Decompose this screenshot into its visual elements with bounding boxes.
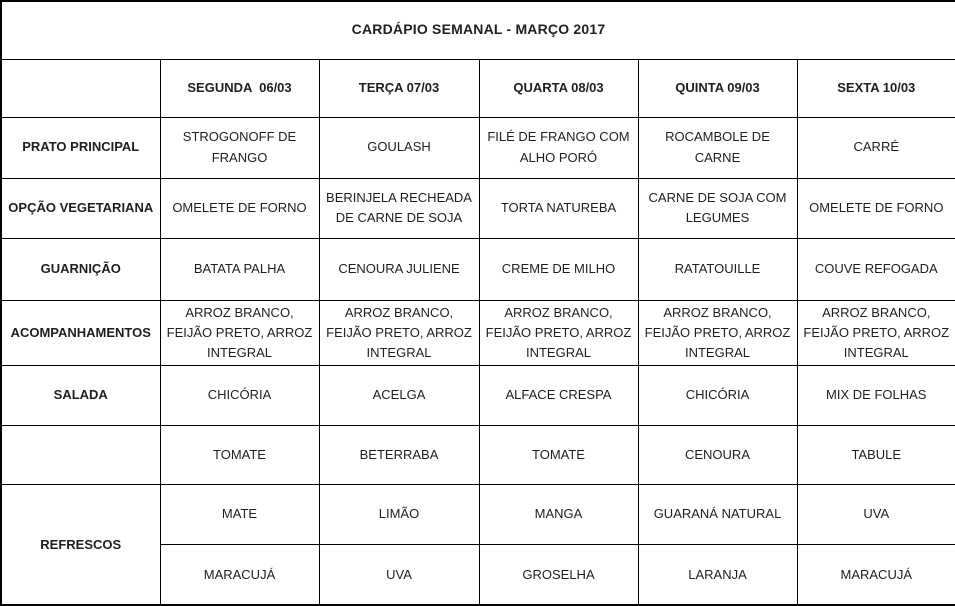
menu-cell: ARROZ BRANCO, FEIJÃO PRETO, ARROZ INTEGRAL (160, 300, 319, 365)
menu-cell: STROGONOFF DE FRANGO (160, 117, 319, 178)
column-header-terca: TERÇA 07/03 (319, 59, 479, 117)
page-title: CARDÁPIO SEMANAL - MARÇO 2017 (1, 1, 955, 59)
menu-cell: BATATA PALHA (160, 238, 319, 300)
menu-cell: ARROZ BRANCO, FEIJÃO PRETO, ARROZ INTEGRAL (797, 300, 955, 365)
menu-cell: BETERRABA (319, 425, 479, 484)
menu-cell: CHICÓRIA (160, 365, 319, 425)
menu-cell: OMELETE DE FORNO (797, 178, 955, 238)
column-header-sexta: SEXTA 10/03 (797, 59, 955, 117)
menu-cell: GUARANÁ NATURAL (638, 484, 797, 544)
menu-cell: ARROZ BRANCO, FEIJÃO PRETO, ARROZ INTEGRAL (638, 300, 797, 365)
menu-cell: MARACUJÁ (797, 544, 955, 605)
menu-cell: UVA (797, 484, 955, 544)
menu-cell: OMELETE DE FORNO (160, 178, 319, 238)
menu-cell: TABULE (797, 425, 955, 484)
menu-cell: MIX DE FOLHAS (797, 365, 955, 425)
menu-cell: GROSELHA (479, 544, 638, 605)
menu-cell: LIMÃO (319, 484, 479, 544)
row-label-guarnicao: GUARNIÇÃO (1, 238, 160, 300)
row-label-acompanhamentos: ACOMPANHAMENTOS (1, 300, 160, 365)
menu-cell: TOMATE (479, 425, 638, 484)
column-header-quarta: QUARTA 08/03 (479, 59, 638, 117)
corner-cell (1, 59, 160, 117)
column-header-segunda: SEGUNDA 06/03 (160, 59, 319, 117)
menu-cell: CENOURA JULIENE (319, 238, 479, 300)
row-label-empty (1, 425, 160, 484)
row-label-refrescos: REFRESCOS (1, 484, 160, 605)
menu-cell: FILÉ DE FRANGO COM ALHO PORÓ (479, 117, 638, 178)
menu-cell: MARACUJÁ (160, 544, 319, 605)
menu-cell: LARANJA (638, 544, 797, 605)
menu-cell: CHICÓRIA (638, 365, 797, 425)
menu-cell: CARRÉ (797, 117, 955, 178)
menu-cell: ARROZ BRANCO, FEIJÃO PRETO, ARROZ INTEGRAL (479, 300, 638, 365)
menu-cell: ACELGA (319, 365, 479, 425)
row-label-prato-principal: PRATO PRINCIPAL (1, 117, 160, 178)
menu-cell: MANGA (479, 484, 638, 544)
menu-cell: CREME DE MILHO (479, 238, 638, 300)
menu-cell: RATATOUILLE (638, 238, 797, 300)
menu-cell: ALFACE CRESPA (479, 365, 638, 425)
menu-cell: BERINJELA RECHEADA DE CARNE DE SOJA (319, 178, 479, 238)
menu-cell: ROCAMBOLE DE CARNE (638, 117, 797, 178)
menu-cell: MATE (160, 484, 319, 544)
menu-cell: COUVE REFOGADA (797, 238, 955, 300)
row-label-salada: SALADA (1, 365, 160, 425)
menu-cell: CARNE DE SOJA COM LEGUMES (638, 178, 797, 238)
menu-cell: ARROZ BRANCO, FEIJÃO PRETO, ARROZ INTEGRAL (319, 300, 479, 365)
menu-cell: UVA (319, 544, 479, 605)
menu-cell: GOULASH (319, 117, 479, 178)
menu-cell: TOMATE (160, 425, 319, 484)
row-label-opcao-vegetariana: OPÇÃO VEGETARIANA (1, 178, 160, 238)
menu-cell: CENOURA (638, 425, 797, 484)
menu-cell: TORTA NATUREBA (479, 178, 638, 238)
column-header-quinta: QUINTA 09/03 (638, 59, 797, 117)
